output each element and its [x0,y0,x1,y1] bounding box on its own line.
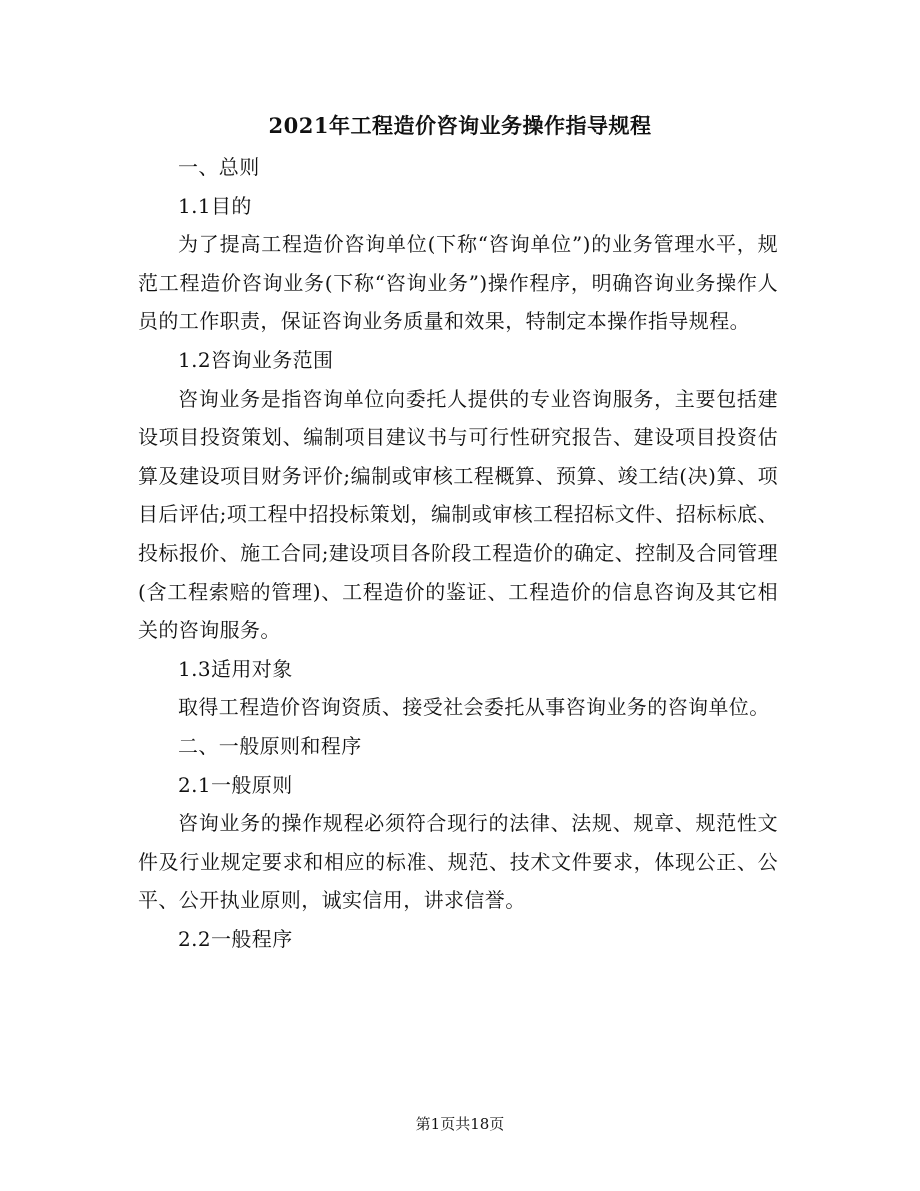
subsection-heading-purpose: 1.1目的 [178,193,252,218]
document-title: 2021年工程造价咨询业务操作指导规程 [268,113,652,138]
subsection-heading-scope: 1.2咨询业务范围 [178,347,334,372]
document-body [138,148,778,958]
subsection-heading-applicable: 1.3适用对象 [178,656,293,681]
section-heading-general: 一、总则 [178,155,260,179]
paragraph-general-principles: 咨询业务的操作规程必须符合现行的法律、法规、规章、规范性文件及行业规定要求和相应的标准、规范、技术文件要求，体现公正、公平、公开执业原则，诚实信用，讲求信誉。 [138,811,778,913]
subsection-heading-general-procedure: 2.2一般程序 [178,926,293,951]
subsection-heading-general-principles: 2.1一般原则 [178,772,293,797]
paragraph-applicable: 取得工程造价咨询资质、接受社会委托从事咨询业务的咨询单位。 [178,695,770,720]
paragraph-scope: 咨询业务是指咨询单位向委托人提供的专业咨询服务，主要包括建设项目投资策划、编制项目建议书与可行性研究报告、建设项目投资估算及建设项目财务评价;编制或审核工程概算、预算、竣工结(决)算、项目后评估;项工程中招投标策划，编制或审核工程招标文件、招标标底、投标报价、施工合同;建设项目各阶段工程造价的确定、控制及合同管理(含工程索赔的管理)、工程造价的鉴证、工程造价的信息咨询及其它相关的咨询服务。 [138,386,778,643]
page-footer: 第1页共18页 [415,1115,505,1133]
section-heading-principles: 二、一般原则和程序 [178,733,362,758]
paragraph-purpose: 为了提高工程造价咨询单位(下称“咨询单位”)的业务管理水平，规范工程造价咨询业务(下称“咨询业务”)操作程序，明确咨询业务操作人员的工作职责，保证咨询业务质量和效果，特制定本操作指导规程。 [138,232,778,334]
